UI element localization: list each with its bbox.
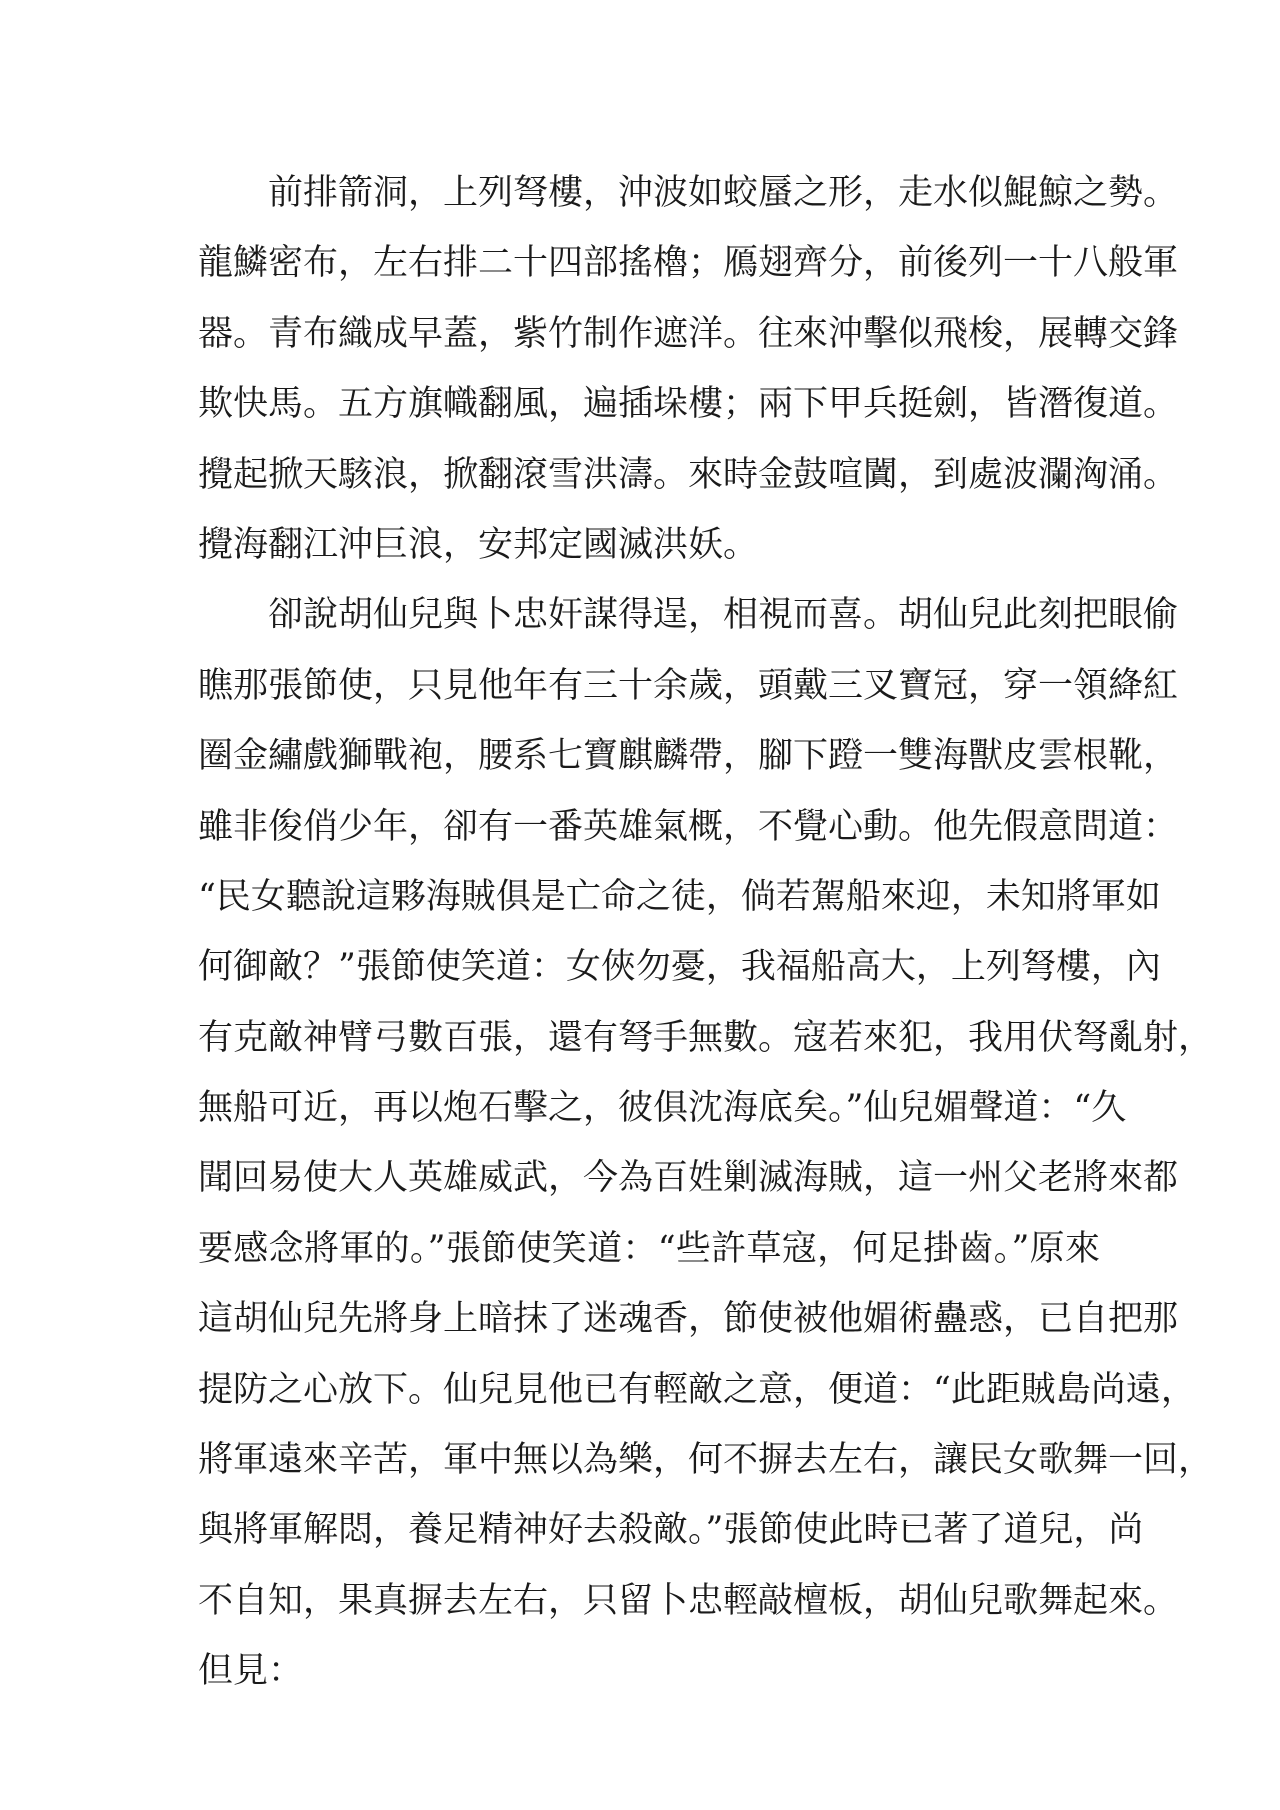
paragraph-1: [198, 158, 1179, 580]
text-line: 不自知，果真摒去左右，只留卜忠輕敲檀板，胡仙兒歌舞起來。: [198, 1580, 1179, 1621]
text-body: [198, 158, 1214, 1707]
text-line: 要感念將軍的。”張節使笑道：“些許草寇，何足掛齒。”原來: [198, 1228, 1100, 1269]
text-line: 攪起掀天駭浪，掀翻滾雪洪濤。來時金鼓喧闐，到處波瀾洶涌。: [198, 454, 1179, 495]
text-line: 何御敵？”張節使笑道：女俠勿憂，我福船高大，上列弩樓，內: [198, 947, 1161, 988]
text-line: 龍鱗密布，左右排二十四部搖櫓；鴈翅齊分，前後列一十八般軍: [198, 243, 1179, 284]
text-line: 聞回易使大人英雄威武，今為百姓剿滅海賊，這一州父老將來都: [198, 1158, 1179, 1199]
text-line: 將軍遠來辛苦，軍中無以為樂，何不摒去左右，讓民女歌舞一回，: [198, 1440, 1214, 1481]
text-line: 圈金繡戲獅戰袍，腰系七寶麒麟帶，腳下蹬一雙海獸皮雲根靴，: [198, 736, 1179, 777]
text-line: 有克敵神臂弓數百張，還有弩手無數。寇若來犯，我用伏弩亂射，: [198, 1017, 1214, 1058]
paragraph-2: [198, 580, 1214, 1706]
text-line: 瞧那張節使，只見他年有三十余歲，頭戴三叉寶冠，穿一領絳紅: [198, 665, 1179, 706]
text-line: 卻說胡仙兒與卜忠奸謀得逞，相視而喜。胡仙兒此刻把眼偷: [268, 595, 1179, 636]
text-line: 無船可近，再以炮石擊之，彼俱沈海底矣。”仙兒媚聲道：“久: [198, 1088, 1127, 1129]
text-line: 欺快馬。五方旗幟翻風，遍插垛樓；兩下甲兵挺劍，皆潛復道。: [198, 384, 1179, 425]
text-line: 雖非俊俏少年，卻有一番英雄氣概，不覺心動。他先假意問道：: [198, 806, 1179, 847]
text-line: 攪海翻江沖巨浪，安邦定國滅洪妖。: [198, 524, 759, 565]
text-line: 與將軍解悶，養足精神好去殺敵。”張節使此時已著了道兒，尚: [198, 1510, 1144, 1551]
text-line: 前排箭洞，上列弩樓，沖波如蛟蜃之形，走水似鯤鯨之勢。: [268, 173, 1179, 213]
text-line: 提防之心放下。仙兒見他已有輕敵之意，便道：“此距賊島尚遠，: [198, 1369, 1196, 1410]
text-line: 器。青布織成早蓋，紫竹制作遮洋。往來沖擊似飛梭，展轉交鋒: [198, 313, 1179, 354]
text-line: “民女聽說這夥海賊俱是亡命之徒，倘若駕船來迎，未知將軍如: [198, 876, 1161, 917]
text-line: 但見：: [198, 1651, 304, 1692]
text-line: 這胡仙兒先將身上暗抹了迷魂香，節使被他媚術蠱惑，已自把那: [198, 1299, 1179, 1340]
